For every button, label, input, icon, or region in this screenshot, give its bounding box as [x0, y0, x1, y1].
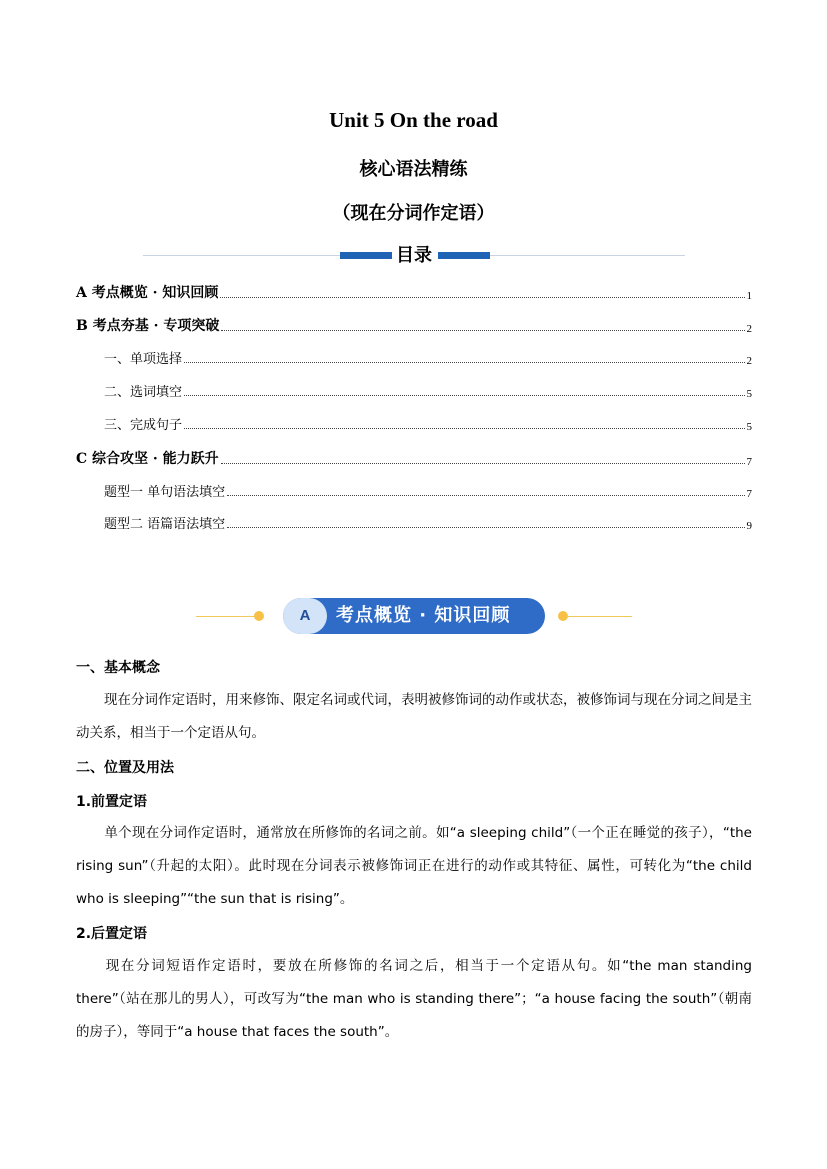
- paragraph-text: 现在分词作定语时，用来修饰、限定名词或代词，表明被修饰词的动作或状态，被修饰词与现在分词之间是主动关系，相当于一个定语从句。: [76, 692, 752, 741]
- banner-line-right: [568, 616, 632, 617]
- toc-leader: [227, 495, 744, 496]
- section-heading-basic-concept: 一、基本概念: [76, 660, 160, 676]
- toc-item[interactable]: [104, 414, 752, 433]
- toc-item[interactable]: [104, 481, 752, 500]
- banner-title: 考点概览 · 知识回顾: [336, 605, 511, 626]
- toc-item[interactable]: [104, 513, 752, 532]
- paragraph-text: 现在分词短语作定语时，要放在所修饰的名词之后，相当于一个定语从句。如“the man standing there”（站在那儿的男人），可改写为“the man who is standing there”；“a house facing the south”（朝南的房子），等同于“a house that faces the south”。: [76, 958, 752, 1040]
- toc-item-page: 9: [746, 520, 752, 532]
- paragraph-basic-concept: [76, 684, 752, 750]
- section-heading-position-usage: 二、位置及用法: [76, 760, 174, 776]
- banner-dot-right: [558, 611, 568, 621]
- toc-item-label: 二、选词填空: [104, 385, 183, 400]
- toc-item[interactable]: [76, 282, 752, 302]
- toc-item-page: 2: [746, 355, 752, 367]
- toc-heading: 目录: [396, 245, 432, 266]
- toc-divider-left: [143, 255, 343, 256]
- subheading-pre-modifier: 1.前置定语: [76, 794, 148, 810]
- toc-item-label: C 综合攻坚 · 能力跃升: [76, 451, 219, 467]
- toc-leader: [220, 297, 744, 298]
- document-subtitle: 核心语法精练: [359, 159, 468, 180]
- document-topic: （现在分词作定语）: [332, 203, 495, 224]
- toc-item-page: 7: [746, 488, 752, 500]
- toc-item-page: 1: [746, 290, 752, 302]
- toc-item-label: 题型一 单句语法填空: [104, 485, 226, 500]
- toc-leader: [221, 330, 744, 331]
- toc-item-label: 一、单项选择: [104, 352, 183, 367]
- toc-leader: [227, 527, 744, 528]
- toc-item-page: 7: [746, 456, 752, 468]
- toc-leader: [221, 463, 745, 464]
- banner-line-left: [196, 616, 256, 617]
- toc-leader: [184, 395, 744, 396]
- paragraph-text: 单个现在分词作定语时，通常放在所修饰的名词之前。如“a sleeping child”（一个正在睡觉的孩子），“the rising sun”（升起的太阳）。此时现在分词表示被修饰词正在进行的动作或其特征、属性，可转化为“the child who is sleeping”“the sun that is rising”。: [76, 825, 752, 907]
- toc-item-page: 2: [746, 323, 752, 335]
- toc-item-label: 三、完成句子: [104, 418, 183, 433]
- toc-leader: [184, 362, 744, 363]
- toc-item-label: B 考点夯基 · 专项突破: [76, 318, 220, 334]
- toc-item[interactable]: [76, 315, 752, 335]
- section-banner: [196, 596, 632, 636]
- toc-accent-right: [438, 252, 490, 259]
- paragraph-pre-modifier: [76, 817, 752, 916]
- toc-item-page: 5: [746, 388, 752, 400]
- toc-item-label: 题型二 语篇语法填空: [104, 517, 226, 532]
- toc-item-page: 5: [746, 421, 752, 433]
- toc-item[interactable]: [104, 381, 752, 400]
- toc-item[interactable]: [76, 448, 752, 468]
- banner-dot-left: [254, 611, 264, 621]
- document-title: Unit 5 On the road: [329, 108, 498, 132]
- toc-item[interactable]: [104, 348, 752, 367]
- toc-leader: [184, 428, 744, 429]
- banner-letter-badge: A: [283, 598, 327, 634]
- toc-divider-right: [488, 255, 685, 256]
- toc-item-label: A 考点概览 · 知识回顾: [76, 285, 219, 301]
- subheading-post-modifier: 2.后置定语: [76, 926, 148, 942]
- paragraph-post-modifier: [76, 950, 752, 1049]
